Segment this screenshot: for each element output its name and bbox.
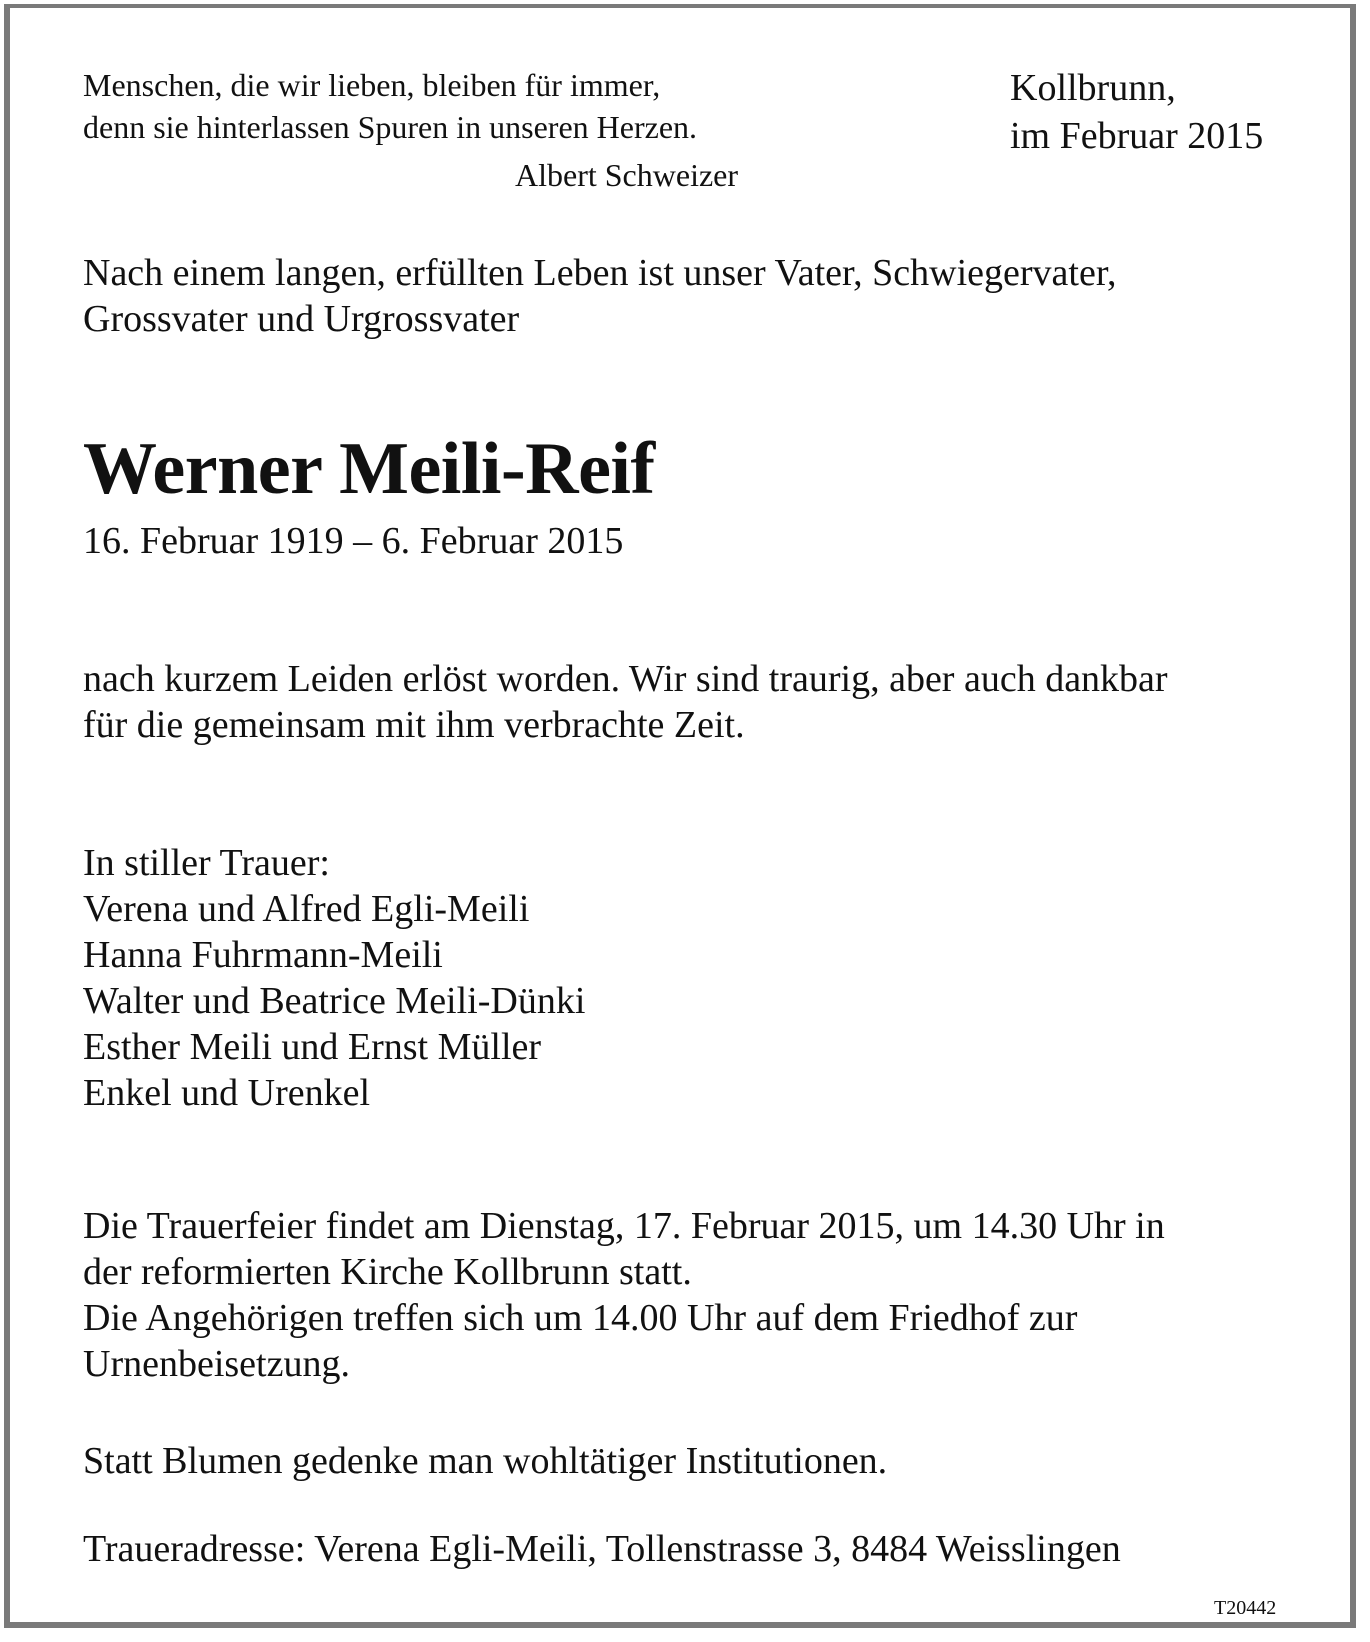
- service-line: Urnenbeisetzung.: [83, 1343, 350, 1385]
- date: im Februar 2015: [1010, 115, 1264, 157]
- mourners-list: [83, 840, 585, 1116]
- intro-line: Nach einem langen, erfüllten Leben ist unser Vater, Schwiegervater,: [83, 252, 1117, 294]
- life-dates: 16. Februar 1919 – 6. Februar 2015: [83, 520, 624, 562]
- released-line: nach kurzem Leiden erlöst worden. Wir sind traurig, aber auch dankbar: [83, 658, 1168, 700]
- mourning-address: Traueradresse: Verena Egli-Meili, Tollenstrasse 3, 8484 Weisslingen: [83, 1528, 1121, 1570]
- service-line: Die Trauerfeier findet am Dienstag, 17. Februar 2015, um 14.30 Uhr in: [83, 1205, 1165, 1247]
- service-line: der reformierten Kirche Kollbrunn statt.: [83, 1251, 692, 1293]
- mourner-name: Verena und Alfred Egli-Meili: [83, 888, 530, 930]
- mourner-name: Walter und Beatrice Meili-Dünki: [83, 980, 586, 1022]
- quote-author: Albert Schweizer: [515, 157, 739, 193]
- mourner-name: Hanna Fuhrmann-Meili: [83, 934, 443, 976]
- deceased-name: Werner Meili-Reif: [83, 428, 655, 510]
- quote-line: denn sie hinterlassen Spuren in unseren Herzen.: [83, 109, 698, 145]
- released-line: für die gemeinsam mit ihm verbrachte Zeit.: [83, 704, 745, 746]
- mourner-name: Esther Meili und Ernst Müller: [83, 1026, 542, 1068]
- quote-text: [83, 64, 697, 148]
- intro-text: [83, 250, 1116, 342]
- intro-line: Grossvater und Urgrossvater: [83, 298, 520, 340]
- flowers-note: Statt Blumen gedenke man wohltätiger Institutionen.: [83, 1440, 888, 1482]
- service-info: [83, 1203, 1165, 1387]
- released-text: [83, 656, 1168, 748]
- mourner-name: Enkel und Urenkel: [83, 1072, 371, 1114]
- place-date: [1010, 64, 1263, 160]
- place: Kollbrunn,: [1010, 67, 1176, 109]
- quote-line: Menschen, die wir lieben, bleiben für immer,: [83, 67, 661, 103]
- mourners-heading: In stiller Trauer:: [83, 842, 330, 884]
- service-line: Die Angehörigen treffen sich um 14.00 Uhr auf dem Friedhof zur: [83, 1297, 1078, 1339]
- reference-code: T20442: [1214, 1597, 1277, 1619]
